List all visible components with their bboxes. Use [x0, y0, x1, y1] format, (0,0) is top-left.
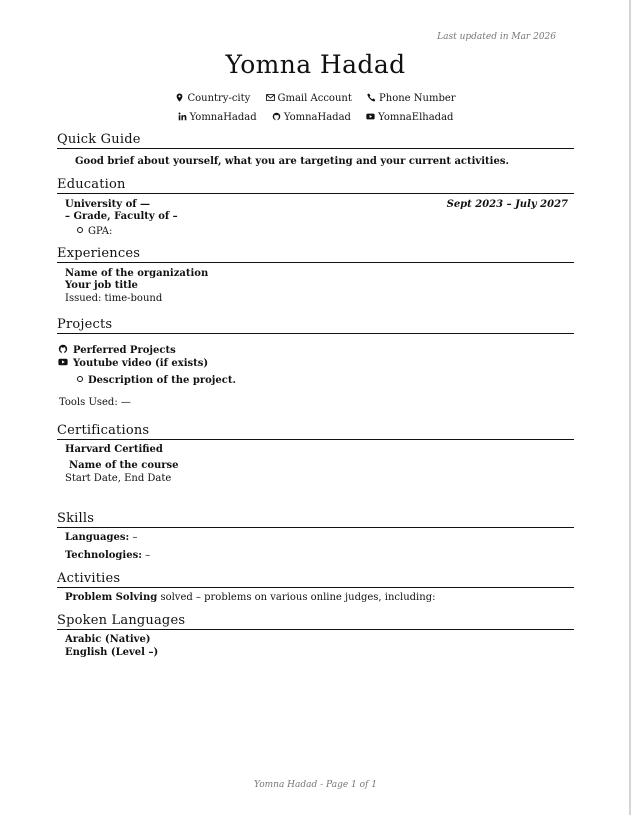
section-certifications	[57, 423, 574, 484]
contact-row-2	[0, 112, 631, 123]
activity-label: Problem Solving	[65, 592, 158, 603]
contact-phone[interactable]	[367, 93, 456, 104]
skills-languages-label: Languages:	[65, 532, 130, 543]
contact-phone-label: Phone Number	[379, 93, 456, 104]
section-title-projects: Projects	[57, 317, 574, 334]
contact-location[interactable]	[175, 93, 250, 104]
project-youtube-label: Youtube video (if exists)	[73, 358, 209, 369]
last-updated: Last updated in Mar 2026	[437, 32, 556, 42]
contact-row-1	[0, 93, 631, 104]
contact-email[interactable]	[266, 93, 352, 104]
section-title-activities: Activities	[57, 571, 574, 588]
linkedin-icon	[178, 112, 187, 121]
section-title-education: Education	[57, 177, 574, 194]
spoken-language-item: Arabic (Native)	[65, 634, 151, 645]
section-title-certifications: Certifications	[57, 423, 574, 440]
section-quick-guide	[57, 132, 574, 167]
section-skills	[57, 511, 574, 561]
github-icon	[272, 112, 281, 121]
contact-youtube[interactable]	[366, 112, 453, 123]
skills-technologies-value: –	[145, 550, 151, 561]
education-gpa: GPA:	[88, 226, 113, 237]
contact-linkedin-label: YomnaHadad	[189, 112, 257, 123]
project-youtube-link[interactable]	[58, 357, 208, 369]
activity-problem-solving	[65, 592, 435, 603]
bullet-circle	[77, 376, 83, 382]
section-title-spoken-languages: Spoken Languages	[57, 613, 574, 630]
skills-languages-value: –	[132, 532, 138, 543]
youtube-icon	[366, 112, 375, 121]
education-grade: – Grade, Faculty of –	[65, 211, 178, 222]
experience-organization: Name of the organization	[65, 268, 209, 279]
skills-technologies-label: Technologies:	[65, 550, 142, 561]
project-github-link[interactable]	[58, 344, 176, 356]
section-spoken-languages	[57, 613, 574, 658]
section-title-experiences: Experiences	[57, 246, 574, 263]
education-university: University of —	[65, 199, 151, 210]
skills-languages	[65, 532, 137, 543]
education-dates: Sept 2023 – July 2027	[446, 199, 568, 210]
contact-linkedin[interactable]	[178, 112, 257, 123]
section-education	[57, 177, 574, 237]
contact-github[interactable]	[272, 112, 351, 123]
project-github-label: Perferred Projects	[73, 345, 176, 356]
contact-email-label: Gmail Account	[277, 93, 352, 104]
contact-location-label: Country-city	[187, 93, 251, 104]
section-title-quick-guide: Quick Guide	[57, 132, 574, 149]
certification-course: Name of the course	[69, 460, 179, 471]
section-projects	[57, 317, 574, 408]
contact-github-label: YomnaHadad	[283, 112, 351, 123]
section-experiences	[57, 246, 574, 304]
experience-job-title: Your job title	[65, 280, 138, 291]
experience-issued: Issued: time-bound	[65, 293, 163, 304]
certification-dates: Start Date, End Date	[65, 473, 172, 484]
github-icon	[58, 344, 68, 354]
section-activities	[57, 571, 574, 603]
location-pin-icon	[175, 93, 184, 102]
skills-technologies	[65, 550, 150, 561]
quick-guide-text: Good brief about yourself, what you are targeting and your current activities.	[75, 156, 509, 167]
spoken-language-item: English (Level –)	[65, 647, 159, 658]
envelope-icon	[266, 93, 275, 102]
project-description: Description of the project.	[88, 375, 236, 386]
certification-issuer: Harvard Certified	[65, 444, 163, 455]
project-description-item	[77, 375, 236, 386]
education-gpa-item	[77, 226, 112, 237]
section-title-skills: Skills	[57, 511, 574, 528]
activity-text: solved – problems on various online judges, including:	[160, 592, 436, 603]
project-tools: Tools Used: —	[59, 397, 131, 408]
phone-icon	[367, 93, 376, 102]
bullet-circle	[77, 227, 83, 233]
youtube-icon	[58, 357, 68, 367]
contact-youtube-label: YomnaElhadad	[378, 112, 454, 123]
page-footer: Yomna Hadad - Page 1 of 1	[254, 780, 377, 790]
resume-name: Yomna Hadad	[225, 50, 406, 79]
